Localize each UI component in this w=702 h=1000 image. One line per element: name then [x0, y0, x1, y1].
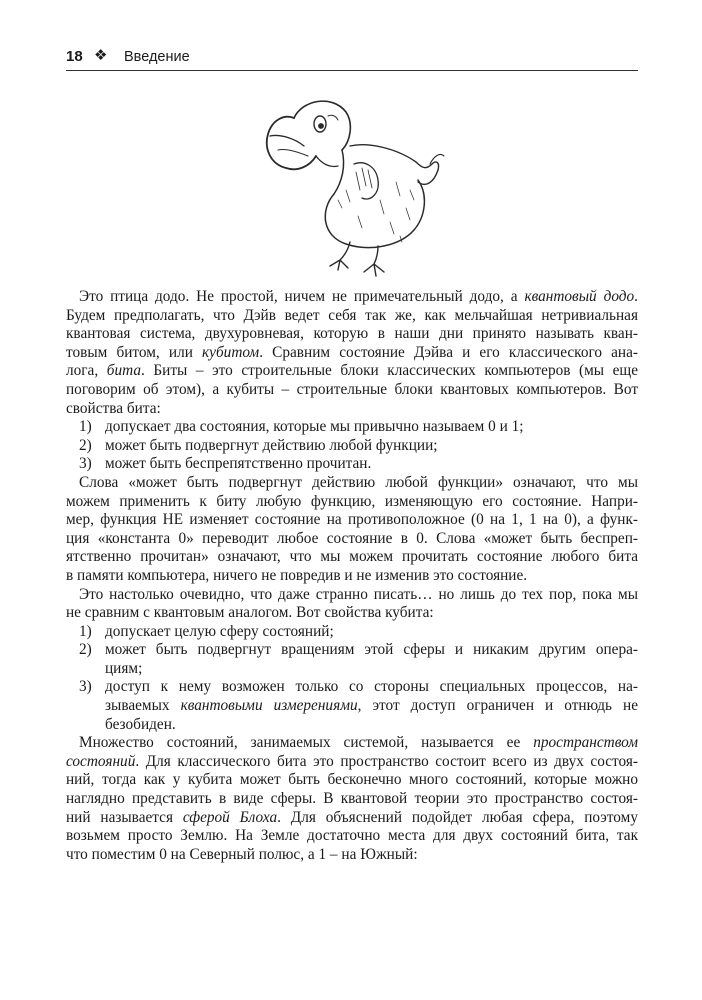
list-item-continuation: безобиден.: [105, 715, 176, 733]
paragraph-line: мер, функция НЕ изменяет состояние на противоположное (0 на 1, 1 на 0), а функ-: [66, 511, 638, 529]
paragraph-line: состояний. Для классического бита это пространство состоит всего из двух состоя-: [66, 752, 638, 770]
paragraph-line: квантовая система, двухуровневая, которую в наши дни принято называть кван-: [66, 325, 638, 343]
paragraph-line: ция «константа 0» переводит любое состояние в 0. Слова «может быть беспреп-: [66, 529, 638, 547]
paragraph-line: поговорим об этом), а кубиты – строительные блоки квантовых компьютеров. Вот: [66, 380, 638, 398]
dodo-illustration: [250, 90, 450, 280]
running-header: [66, 46, 638, 71]
paragraph-line: что поместим 0 на Северный полюс, а 1 – на Южный:: [66, 845, 418, 863]
paragraph-line: ний, тогда как у кубита может быть бесконечно много состояний, которые можно: [66, 771, 638, 789]
paragraph-line: Будем предполагать, что Дэйв ведет себя так же, как мельчайшая нетривиальная: [66, 306, 638, 324]
paragraph-line: ятственно прочитан» означают, что мы можем прочитать состояние любого бита: [66, 548, 638, 566]
body-text: [66, 288, 638, 864]
paragraph-line: возьмем просто Землю. На Земле достаточно места для двух состояний бита, так: [66, 827, 638, 845]
section-title: Введение: [124, 49, 190, 65]
paragraph-line: товым битом, или кубитом. Сравним состояние Дэйва и его классического ана-: [66, 343, 638, 361]
paragraph-line: можем применить к биту любую функцию, изменяющую его состояние. Напри-: [66, 492, 638, 510]
paragraph-line: Слова «может быть подвергнут действию любой функции» означают, что мы: [79, 473, 638, 491]
list-item: 1) допускает целую сферу состояний;: [79, 622, 334, 640]
paragraph-line: Множество состояний, занимаемых системой, называется ее пространством: [79, 734, 638, 752]
ornament-icon: ❖: [94, 47, 108, 64]
list-item: 3) доступ к нему возможен только со стороны специальных процессов, на-: [79, 678, 638, 696]
paragraph-line: наглядно представить в виде сферы. В квантовой теории это пространство состоя-: [66, 790, 638, 808]
paragraph-line: не сравним с квантовым аналогом. Вот свойства кубита:: [66, 604, 434, 622]
list-item-continuation: зываемых квантовыми измерениями, этот доступ ограничен и отнюдь не: [105, 697, 638, 715]
list-item: 3) может быть беспрепятственно прочитан.: [79, 455, 372, 473]
paragraph-line: свойства бита:: [66, 399, 161, 417]
paragraph-line: ний называется сферой Блоха. Для объяснений подойдет любая сфера, поэтому: [66, 808, 638, 826]
paragraph-line: Это настолько очевидно, что даже странно писать… но лишь до тех пор, пока мы: [79, 585, 638, 603]
paragraph-line: Это птица додо. Не простой, ничем не примечательный додо, а квантовый додо.: [79, 288, 638, 305]
page-number: 18: [66, 48, 83, 65]
list-item: 2) может быть подвергнут действию любой функции;: [79, 436, 438, 454]
list-item: 1) допускает два состояния, которые мы привычно называем 0 и 1;: [79, 418, 524, 436]
list-item: 2) может быть подвергнут вращениям этой сферы и никаким другим опера-: [79, 641, 638, 659]
paragraph-line: в памяти компьютера, ничего не повредив и не изменив это состояние.: [66, 566, 528, 584]
list-item-continuation: циям;: [105, 659, 143, 677]
paragraph-line: лога, бита. Биты – это строительные блоки классических компьютеров (мы еще: [66, 362, 639, 380]
